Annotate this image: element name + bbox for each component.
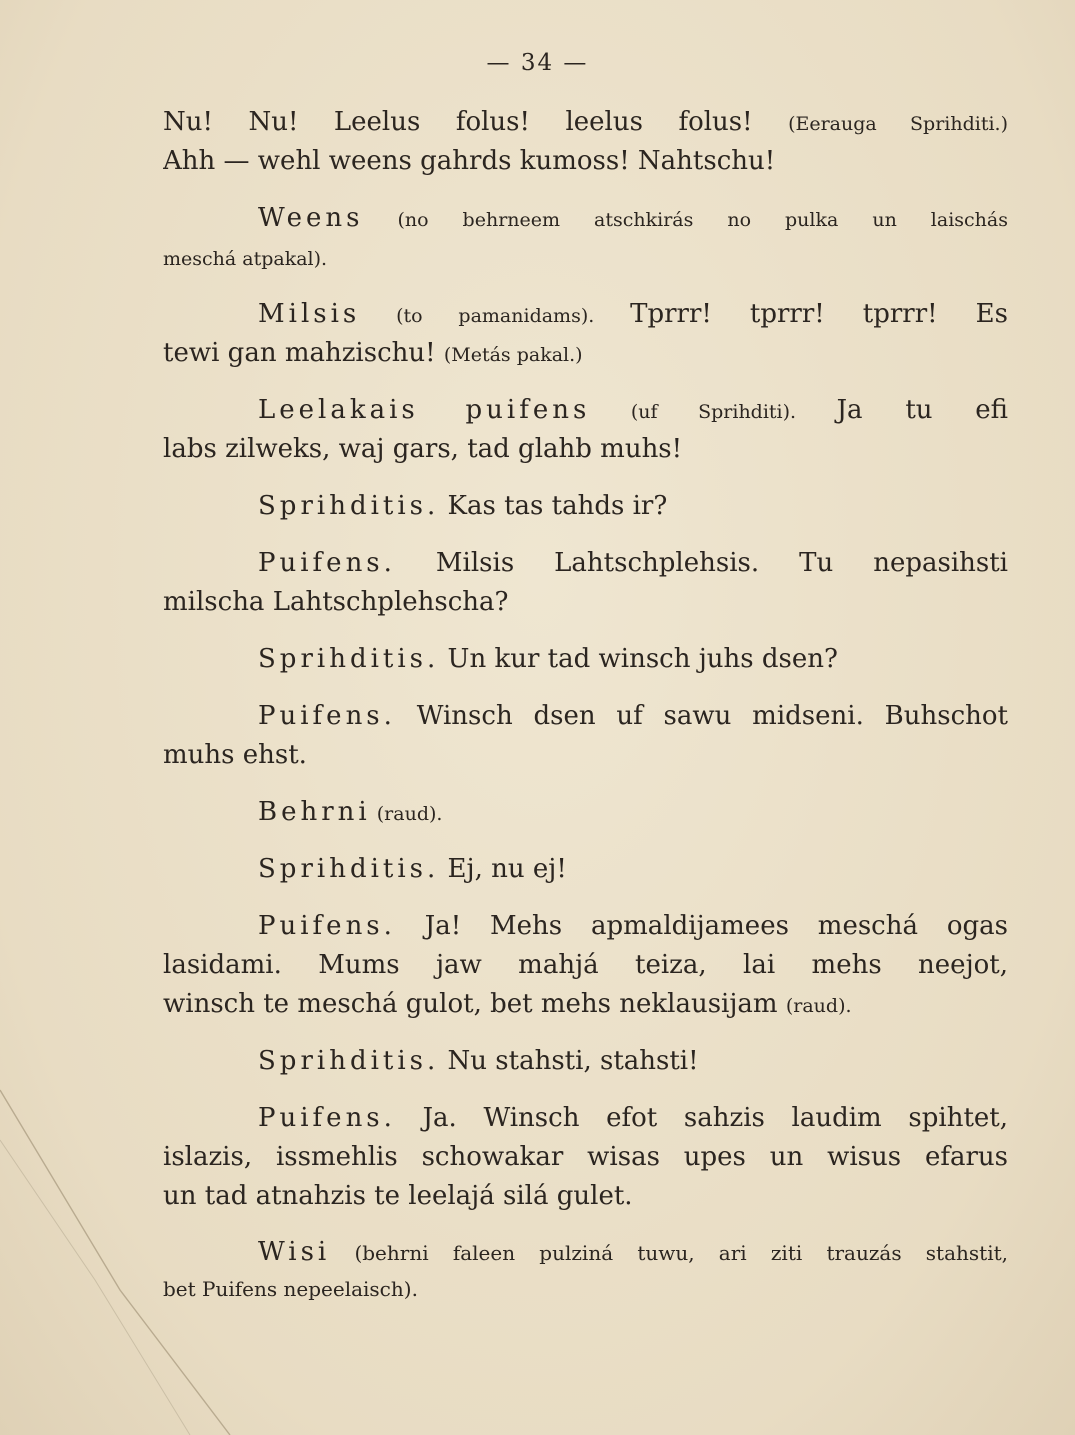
- text-line: [163, 430, 1008, 469]
- stage-direction: meschá atpakal).: [163, 248, 328, 270]
- text-line: [163, 907, 1008, 946]
- text-line: [163, 1042, 1008, 1081]
- text-line: [163, 640, 1008, 679]
- text-line: [163, 142, 1008, 181]
- speaker-name: Sprihditis.: [258, 644, 440, 674]
- text-line: [163, 697, 1008, 736]
- speaker-name: Wisi: [258, 1237, 331, 1267]
- text-line: [163, 544, 1008, 583]
- dialogue-text: lasidami. Mums jaw mahjá teiza, lai mehs neejot,: [163, 950, 1008, 980]
- text-line: [163, 1138, 1008, 1177]
- text-line: [163, 295, 1008, 334]
- dialogue-text: tewi gan mahzischu!: [163, 338, 444, 368]
- stage-direction: (no behrneem atschkirás no pulka un laischás: [363, 209, 1008, 231]
- stage-direction: (behrni faleen pulziná tuwu, ari ziti trauzás stahstit,: [330, 1241, 1008, 1265]
- speaker-name: Sprihditis.: [258, 491, 440, 521]
- text-line: [163, 985, 1008, 1024]
- speaker-name: Weens: [258, 203, 364, 233]
- dialogue-text: un tad atnahzis te leelajá silá gulet.: [163, 1181, 633, 1211]
- text-line: [163, 487, 1008, 526]
- speaker-name: Milsis: [258, 299, 361, 329]
- dialogue-text: Nu! Nu! Leelus folus! leelus folus!: [163, 107, 789, 137]
- dialogue-text: Ja tu efi: [836, 395, 1008, 425]
- dialogue-text: muhs ehst.: [163, 740, 307, 770]
- page-number: — 34 —: [486, 50, 589, 76]
- speaker-name: Puifens.: [258, 548, 396, 578]
- text-line: [163, 736, 1008, 775]
- text-line: [163, 1099, 1008, 1138]
- dialogue-text: Ahh — wehl weens gahrds kumoss! Nahtschu!: [163, 146, 776, 176]
- text-line: [163, 391, 1008, 430]
- text-line: [163, 1234, 1008, 1270]
- stage-direction: (uf Sprihditi).: [590, 401, 837, 423]
- speaker-name: Leelakais puifens: [258, 395, 591, 425]
- dialogue-text: Ej, nu ej!: [439, 854, 567, 884]
- stage-direction: (to pamanidams).: [360, 305, 631, 327]
- dialogue-text: labs zilweks, waj gars, tad glahb muhs!: [163, 434, 683, 464]
- text-line: [163, 1177, 1008, 1216]
- dialogue-text: Kas tas tahds ir?: [439, 491, 668, 521]
- text-line: [163, 583, 1008, 622]
- dialogue-text: Un kur tad winsch juhs dsen?: [439, 644, 838, 674]
- text-line: [163, 199, 1008, 238]
- dialogue-text: Ja. Winsch efot sahzis laudim spihtet,: [395, 1103, 1008, 1133]
- dialogue-text: Ja! Mehs apmaldijamees meschá ogas: [395, 911, 1008, 941]
- dialogue-text: Tprrr! tprrr! tprrr! Es: [630, 299, 1008, 329]
- dialogue-text: Milsis Lahtschplehsis. Tu nepasihsti: [395, 548, 1008, 578]
- speaker-name: Sprihditis.: [258, 854, 440, 884]
- play-text: [163, 103, 1008, 1306]
- dialogue-text: winsch te meschá gulot, bet mehs neklausijam: [163, 989, 786, 1019]
- text-line: [163, 850, 1008, 889]
- speaker-name: Behrni: [258, 797, 371, 827]
- text-line: [163, 1270, 1008, 1306]
- text-line: [163, 103, 1008, 142]
- dialogue-text: Winsch dsen uf sawu midseni. Buhschot: [395, 701, 1008, 731]
- dialogue-text: islazis, issmehlis schowakar wisas upes un wisus efarus: [163, 1142, 1008, 1172]
- dialogue-text: Nu stahsti, stahsti!: [439, 1046, 699, 1076]
- speaker-name: Puifens.: [258, 1103, 396, 1133]
- text-line: [163, 793, 1008, 832]
- speaker-name: Puifens.: [258, 701, 396, 731]
- stage-direction: (raud).: [785, 995, 852, 1017]
- stage-direction: (Eeraugа Sprihditi.): [788, 113, 1008, 135]
- stage-direction: (raud).: [370, 803, 443, 825]
- text-line: [163, 238, 1008, 277]
- stage-direction: bet Puifens nepeelaisch).: [163, 1277, 418, 1301]
- stage-direction: (Metás pakal.): [443, 344, 583, 366]
- text-line: [163, 334, 1008, 373]
- speaker-name: Sprihditis.: [258, 1046, 440, 1076]
- text-line: [163, 946, 1008, 985]
- speaker-name: Puifens.: [258, 911, 396, 941]
- dialogue-text: milscha Lahtschplehscha?: [163, 587, 509, 617]
